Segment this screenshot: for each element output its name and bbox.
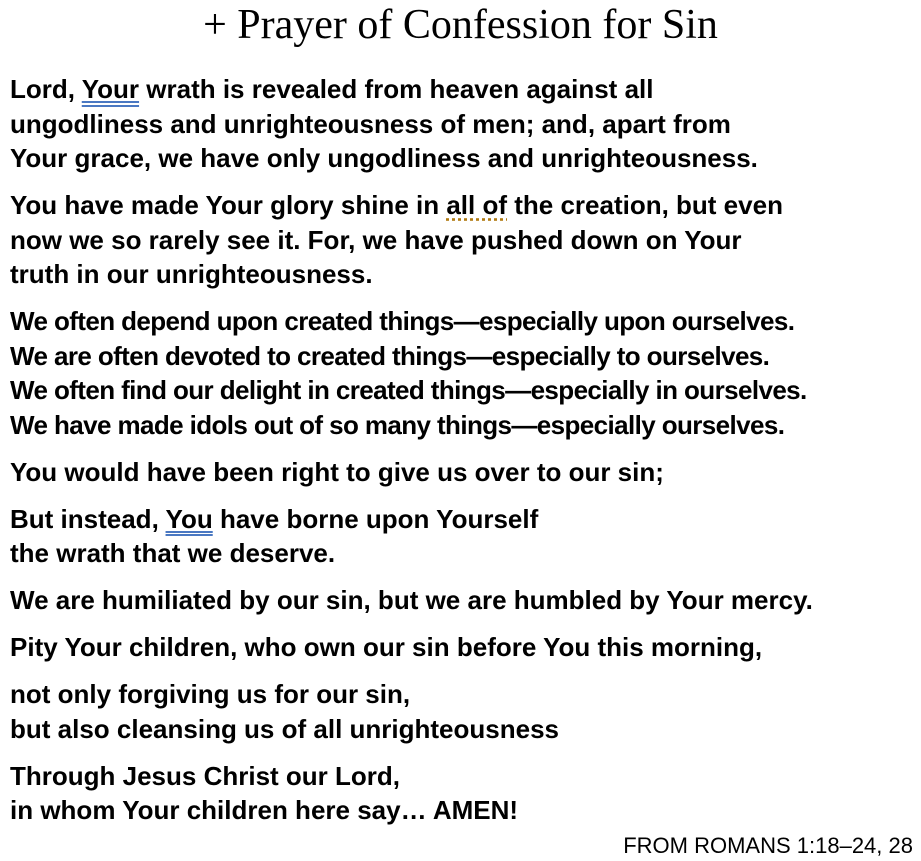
paragraph-5-line-1	[10, 502, 921, 537]
paragraph-2-line-2: now we so rarely see it. For, we have pushed down on Your	[10, 224, 742, 255]
paragraph-3-line-3: We often find our delight in created things—especially in ourselves.	[10, 375, 807, 405]
paragraph-4-line-1: You would have been right to give us over to our sin;	[10, 456, 664, 487]
paragraph-1-line-1	[10, 72, 921, 107]
paragraph-3	[10, 304, 921, 442]
paragraph-4	[10, 455, 921, 490]
paragraph-8	[10, 677, 921, 746]
flagged-phrase-all-of: all of	[446, 190, 507, 220]
paragraph-1-line-3: Your grace, we have only ungodliness and unrighteousness.	[10, 143, 758, 173]
text-segment: Lord,	[10, 74, 82, 104]
paragraph-9-line-1: Through Jesus Christ our Lord,	[10, 760, 401, 791]
page-title: + Prayer of Confession for Sin	[203, 2, 718, 48]
flagged-word-your: Your	[81, 74, 140, 104]
paragraph-3-line-1: We often depend upon created things—especially upon ourselves.	[10, 306, 795, 336]
text-segment: But instead,	[10, 503, 166, 534]
paragraph-9	[10, 759, 921, 828]
paragraph-5	[10, 502, 921, 571]
scripture-source: FROM ROMANS 1:18–24, 28	[623, 833, 913, 858]
prayer-text	[10, 72, 921, 840]
text-segment: wrath is revealed from heaven against all	[139, 74, 654, 104]
paragraph-9-line-2: in whom Your children here say… AMEN!	[10, 795, 519, 825]
flagged-word-you: You	[165, 503, 213, 534]
paragraph-2	[10, 188, 921, 292]
text-segment: You have made Your glory shine in	[10, 190, 447, 220]
paragraph-8-line-2: but also cleansing us of all unrighteousness	[10, 713, 559, 744]
paragraph-8-line-1: not only forgiving us for our sin,	[10, 679, 411, 709]
paragraph-1	[10, 72, 921, 176]
paragraph-7-line-1: Pity Your children, who own our sin before You this morning,	[10, 632, 763, 662]
paragraph-6-line-1: We are humiliated by our sin, but we are humbled by Your mercy.	[10, 585, 813, 615]
text-segment: have borne upon Yourself	[212, 503, 539, 534]
paragraph-6	[10, 583, 921, 618]
paragraph-5-line-2: the wrath that we deserve.	[10, 538, 336, 568]
paragraph-1-line-2: ungodliness and unrighteousness of men; and, apart from	[10, 108, 731, 139]
paragraph-7	[10, 630, 921, 665]
paragraph-3-line-2: We are often devoted to created things—especially to ourselves.	[10, 340, 770, 371]
paragraph-3-line-4: We have made idols out of so many things—especially ourselves.	[10, 409, 785, 440]
paragraph-2-line-1	[10, 188, 921, 223]
paragraph-2-line-3: truth in our unrighteousness.	[10, 259, 373, 289]
text-segment: the creation, but even	[507, 190, 783, 220]
